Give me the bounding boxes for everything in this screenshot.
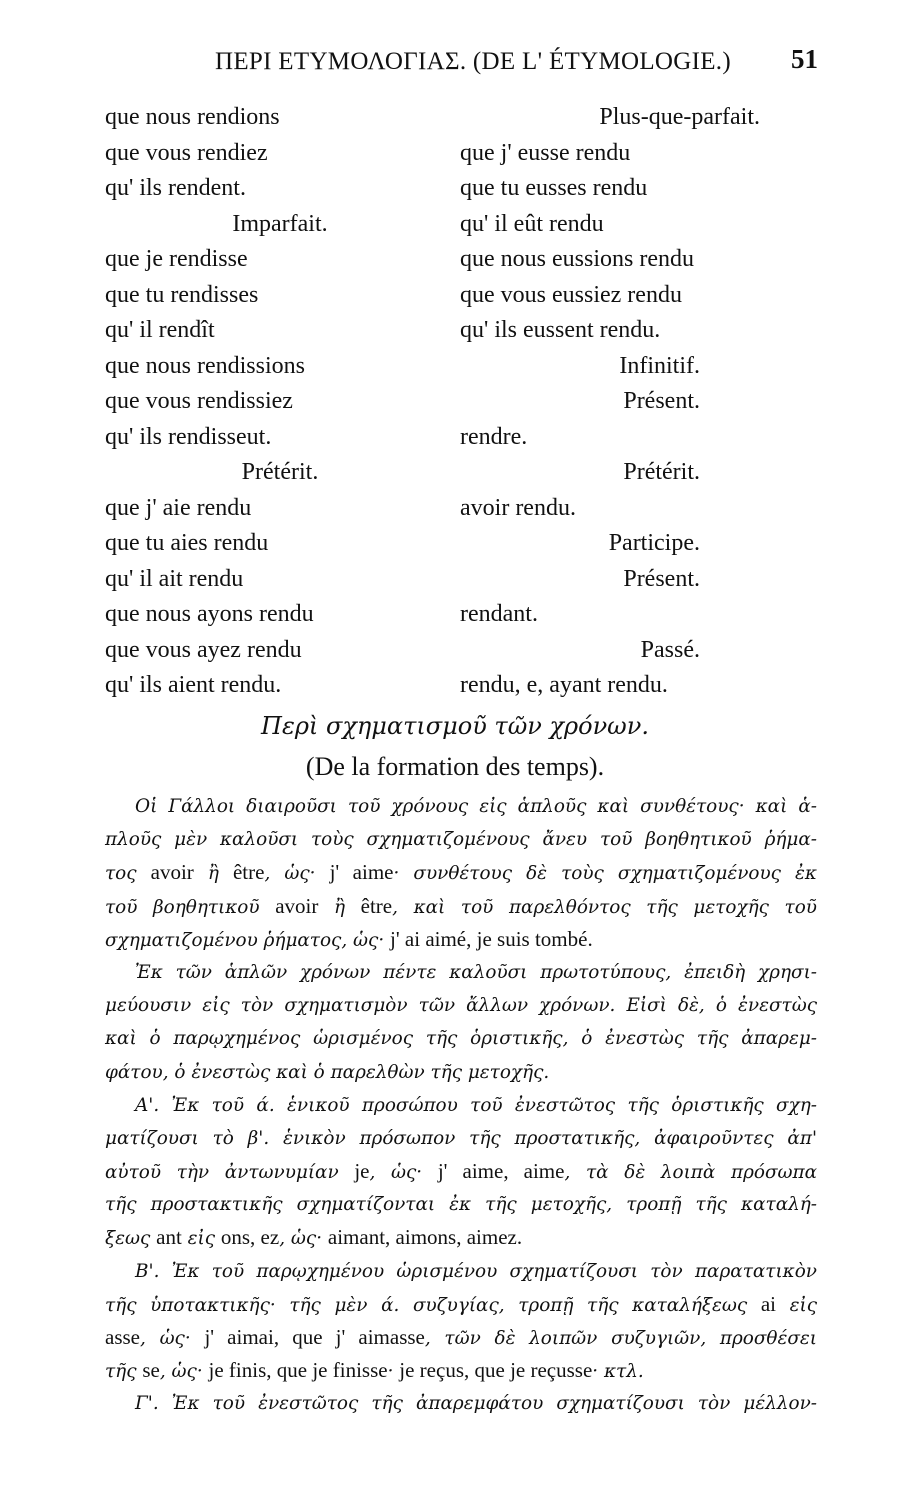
- greek-text: ·: [387, 1361, 400, 1383]
- greek-text: , καὶ τοῦ παρελθόντος τῆς μετοχῆς τοῦ: [392, 896, 817, 918]
- body-line: [105, 989, 817, 1022]
- conjugation-line: rendu, e, ayant rendu.: [460, 672, 668, 698]
- body-line: [105, 1321, 817, 1354]
- french-example: être: [360, 893, 393, 918]
- body-line: [105, 790, 817, 823]
- tense-heading: Prétérit.: [623, 459, 700, 485]
- conjugation-line: que nous rendions: [105, 104, 280, 130]
- conjugation-line: que vous rendissiez: [105, 388, 293, 414]
- body-line: [105, 956, 817, 989]
- body-line: [105, 823, 817, 856]
- greek-text: εἰς: [181, 1228, 221, 1250]
- greek-text: σχηματιζομένου ῥήματος, ὡς·: [105, 929, 391, 951]
- greek-text: φάτου, ὁ ἐνεστὼς καὶ ὁ παρελθὼν τῆς μετοχῆς.: [105, 1061, 550, 1083]
- body-line: [105, 1089, 817, 1122]
- conjugation-line: qu' ils aient rendu.: [105, 672, 282, 698]
- greek-text: ἢ: [318, 896, 361, 918]
- page-number: 51: [791, 44, 818, 74]
- greek-text: , ὡς·: [264, 863, 330, 885]
- conjugation-line: que vous ayez rendu: [105, 636, 302, 663]
- greek-text: αὐτοῦ τὴν ἀντωνυμίαν: [105, 1162, 355, 1184]
- conjugation-line: qu' ils rendisseut.: [105, 423, 272, 450]
- greek-text: ἢ: [193, 863, 233, 885]
- greek-text: τῆς: [105, 1361, 143, 1383]
- greek-text: , τῶν δὲ λοιπῶν συζυγιῶν, προσθέσει: [424, 1328, 817, 1349]
- greek-text: μεύουσιν εἰς τὸν σχηματισμὸν τῶν ἄλλων χρόνων. Εἰσὶ δὲ, ὁ ἐνεστὼς: [105, 995, 817, 1017]
- body-line: [105, 1122, 817, 1155]
- greek-text: τῆς ὑποτακτικῆς· τῆς μὲν ά. συζυγίας, τροπῇ τῆς καταλήξεως: [105, 1294, 761, 1316]
- french-example: j' aime: [329, 860, 394, 885]
- greek-text: Α'. Ἐκ τοῦ ά. ἑνικοῦ προσώπου τοῦ ἐνεστῶτος τῆς ὁριστικῆς σχη-: [135, 1094, 817, 1116]
- body-line: [105, 1022, 817, 1055]
- greek-text: Γ'. Ἐκ τοῦ ἐνεστῶτος τῆς ἀπαρεμφάτου σχηματίζουσι τὸν μέλλον-: [135, 1393, 817, 1415]
- conjugation-line: qu' ils rendent.: [105, 175, 246, 201]
- french-example: ant: [156, 1225, 182, 1250]
- french-example: je reçus, que je reçusse: [399, 1358, 593, 1383]
- conjugation-line: rendre.: [460, 423, 528, 450]
- greek-text: Β'. Ἐκ τοῦ παρῳχημένου ὡρισμένου σχηματίζουσι τὸν παρατατικὸν: [135, 1260, 817, 1282]
- mood-heading: Participe.: [608, 530, 700, 556]
- tense-heading: Passé.: [640, 636, 700, 663]
- french-example: se: [142, 1358, 160, 1383]
- body-line: [105, 1255, 817, 1288]
- conjugation-line: que nous ayons rendu: [105, 601, 314, 627]
- conjugation-right-column: [460, 100, 760, 704]
- french-example: avoir: [150, 860, 194, 885]
- greek-text: τος: [105, 863, 151, 885]
- greek-text: · κτλ.: [592, 1361, 644, 1383]
- greek-text: Οἱ Γάλλοι διαιροῦσι τοῦ χρόνους εἰς ἁπλοῦς καὶ συνθέτους· καὶ ἁ-: [135, 796, 817, 817]
- greek-text: , ὡς·: [140, 1328, 205, 1349]
- conjugation-line: qu' il ait rendu: [105, 565, 244, 592]
- conjugation-line: rendant.: [460, 601, 538, 627]
- conjugation-line: qu' il rendît: [105, 317, 215, 343]
- french-example: asse: [105, 1325, 140, 1349]
- greek-text: καὶ ὁ παρῳχημένος ὡρισμένος τῆς ὁριστικῆς, ὁ ἐνεστὼς τῆς ἀπαρεμ-: [105, 1028, 817, 1050]
- greek-text: τοῦ βοηθητικοῦ: [105, 896, 276, 918]
- tense-heading: Prétérit.: [241, 459, 319, 485]
- greek-text: τῆς προστακτικῆς σχηματίζονται ἐκ τῆς μετοχῆς, τροπῇ τῆς καταλή-: [105, 1194, 817, 1216]
- french-example: j' aimai, que j' aimasse: [204, 1325, 425, 1349]
- french-example: ai: [760, 1291, 776, 1316]
- body-line: [105, 1155, 817, 1188]
- section-title-french: (De la formation des temps).: [305, 752, 605, 781]
- tense-heading: Plus-que-parfait.: [599, 104, 760, 130]
- conjugation-line: que tu aies rendu: [105, 530, 269, 556]
- greek-text: , ὡς·: [369, 1162, 438, 1184]
- body-line: [105, 1354, 817, 1387]
- tense-heading: Présent.: [623, 565, 700, 592]
- conjugation-line: que vous rendiez: [105, 139, 268, 166]
- mood-heading: Infinitif.: [619, 352, 700, 379]
- conjugation-line: qu' il eût rendu: [460, 210, 604, 237]
- body-line: [105, 1288, 817, 1321]
- body-line: [105, 890, 817, 923]
- body-line: [105, 1188, 817, 1221]
- french-example: être: [232, 860, 265, 885]
- tense-heading: Présent.: [623, 388, 700, 414]
- greek-text: , ὡς·: [159, 1361, 209, 1383]
- greek-text: , ὡς·: [279, 1228, 328, 1250]
- body-line: [105, 1056, 817, 1089]
- greek-text: εἰς: [775, 1294, 817, 1316]
- section-title-greek: Περὶ σχηματισμοῦ τῶν χρόνων.: [261, 712, 649, 740]
- conjugation-left-column: [105, 100, 435, 704]
- conjugation-line: que j' eusse rendu: [460, 139, 631, 166]
- conjugation-line: que vous eussiez rendu: [460, 281, 682, 308]
- tense-heading: Imparfait.: [232, 210, 328, 237]
- greek-text: Ἐκ τῶν ἁπλῶν χρόνων πέντε καλοῦσι πρωτοτύπους, ἐπειδὴ χρησι-: [135, 961, 817, 983]
- conjugation-line: que nous eussions rendu: [460, 246, 694, 272]
- body-line: [105, 856, 817, 889]
- body-text: [105, 790, 817, 1421]
- conjugation-line: que j' aie rendu: [105, 494, 252, 521]
- conjugation-line: que nous rendissions: [105, 352, 305, 379]
- conjugation-line: que tu rendisses: [105, 281, 259, 308]
- french-example: je: [354, 1159, 370, 1184]
- running-header: ΠΕΡΙ ΕΤΥΜΟΛΟΓΙΑΣ. (DE L' ÉTYMOLOGIE.): [215, 48, 731, 75]
- greek-text: · συνθέτους δὲ τοὺς σχηματιζομένους ἐκ: [393, 863, 817, 885]
- body-line: [105, 1221, 817, 1254]
- greek-text: ματίζουσι τὸ β'. ἑνικὸν πρόσωπον τῆς προστατικῆς, ἀφαιροῦντες ἀπ': [105, 1127, 817, 1149]
- greek-text: πλοῦς μὲν καλοῦσι τοὺς σχηματιζομένους ἄνευ τοῦ βοηθητικοῦ ῥήμα-: [105, 829, 817, 851]
- french-example: j' ai aimé, je suis tombé.: [390, 926, 593, 951]
- conjugation-line: que je rendisse: [105, 246, 248, 272]
- conjugation-line: qu' ils eussent rendu.: [460, 317, 661, 343]
- french-example: j' aime, aime: [437, 1159, 565, 1184]
- french-example: avoir: [275, 893, 319, 918]
- body-line: [105, 1387, 817, 1420]
- body-line: [105, 923, 817, 956]
- conjugation-line: que tu eusses rendu: [460, 175, 648, 201]
- french-example: je finis, que je finisse: [208, 1358, 388, 1383]
- greek-text: , τὰ δὲ λοιπὰ πρόσωπα: [564, 1162, 818, 1184]
- conjugation-line: avoir rendu.: [460, 494, 576, 521]
- french-example: ons, ez: [220, 1225, 280, 1250]
- french-example: aimant, aimons, aimez.: [327, 1225, 523, 1250]
- greek-text: ξεως: [105, 1228, 157, 1250]
